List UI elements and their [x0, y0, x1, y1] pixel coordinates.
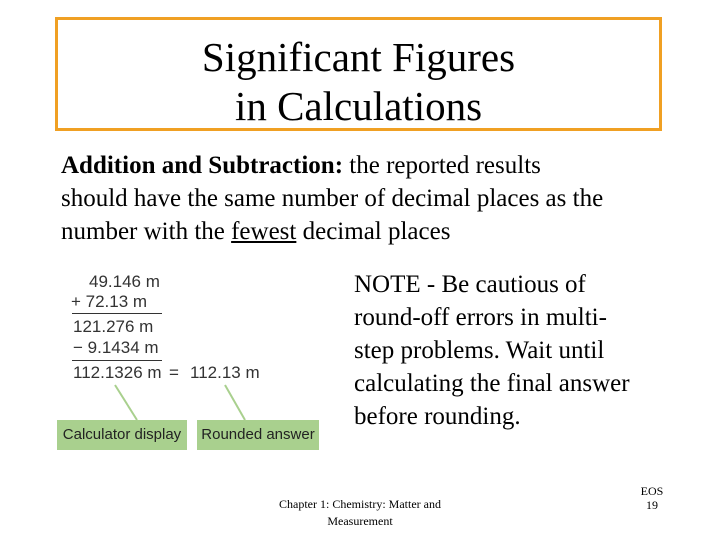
rule-line-1 [61, 149, 681, 182]
note-line-3: step problems. Wait until [354, 337, 605, 364]
operand-2: + 72.13 m [71, 292, 148, 311]
note-line-2: round-off errors in multi- [354, 304, 607, 331]
title-box [55, 17, 662, 131]
rounded-answer-label: Rounded answer [197, 420, 319, 450]
rounded-result: 112.13 m [190, 363, 260, 382]
footer-line-1: Chapter 1: Chemistry: Matter and [279, 497, 441, 511]
calculation-example [57, 265, 322, 450]
note-line-4: calculating the final answer [354, 370, 630, 397]
calculator-result: 112.1326 m [73, 363, 162, 382]
rule-line-3 [61, 215, 681, 248]
rounded-callout-line [225, 385, 245, 420]
rule-line-2: should have the same number of decimal places as the [61, 185, 604, 212]
sum-rule-1 [72, 313, 162, 314]
note-line-5: before rounding. [354, 403, 521, 430]
calculator-callout-line [115, 385, 137, 420]
rule-emphasis: fewest [231, 218, 297, 245]
rule-line-3-post: decimal places [302, 218, 451, 245]
rule-line-3-pre: number with the [61, 218, 225, 245]
title-line-2: in Calculations [234, 83, 483, 129]
title-line-1: Significant Figures [201, 34, 516, 80]
sum-1: 121.276 m [73, 317, 154, 336]
footer-line-2: Measurement [327, 514, 393, 528]
note-text [354, 268, 684, 433]
note-line-1: NOTE - Be cautious of [354, 271, 586, 298]
rule-heading: Addition and Subtraction: [61, 152, 344, 179]
operand-1: 49.146 m [89, 272, 160, 291]
sum-rule-2 [72, 360, 162, 361]
calculator-display-label: Calculator display [57, 420, 187, 450]
rule-text [61, 149, 681, 248]
equals-sign: = [169, 363, 179, 382]
operand-3: − 9.1434 m [73, 338, 159, 357]
rule-line-1-rest: the reported results [349, 152, 541, 179]
page-code: EOS [640, 484, 664, 498]
page-number [630, 484, 674, 512]
footer [258, 496, 462, 530]
page-num: 19 [646, 498, 658, 512]
